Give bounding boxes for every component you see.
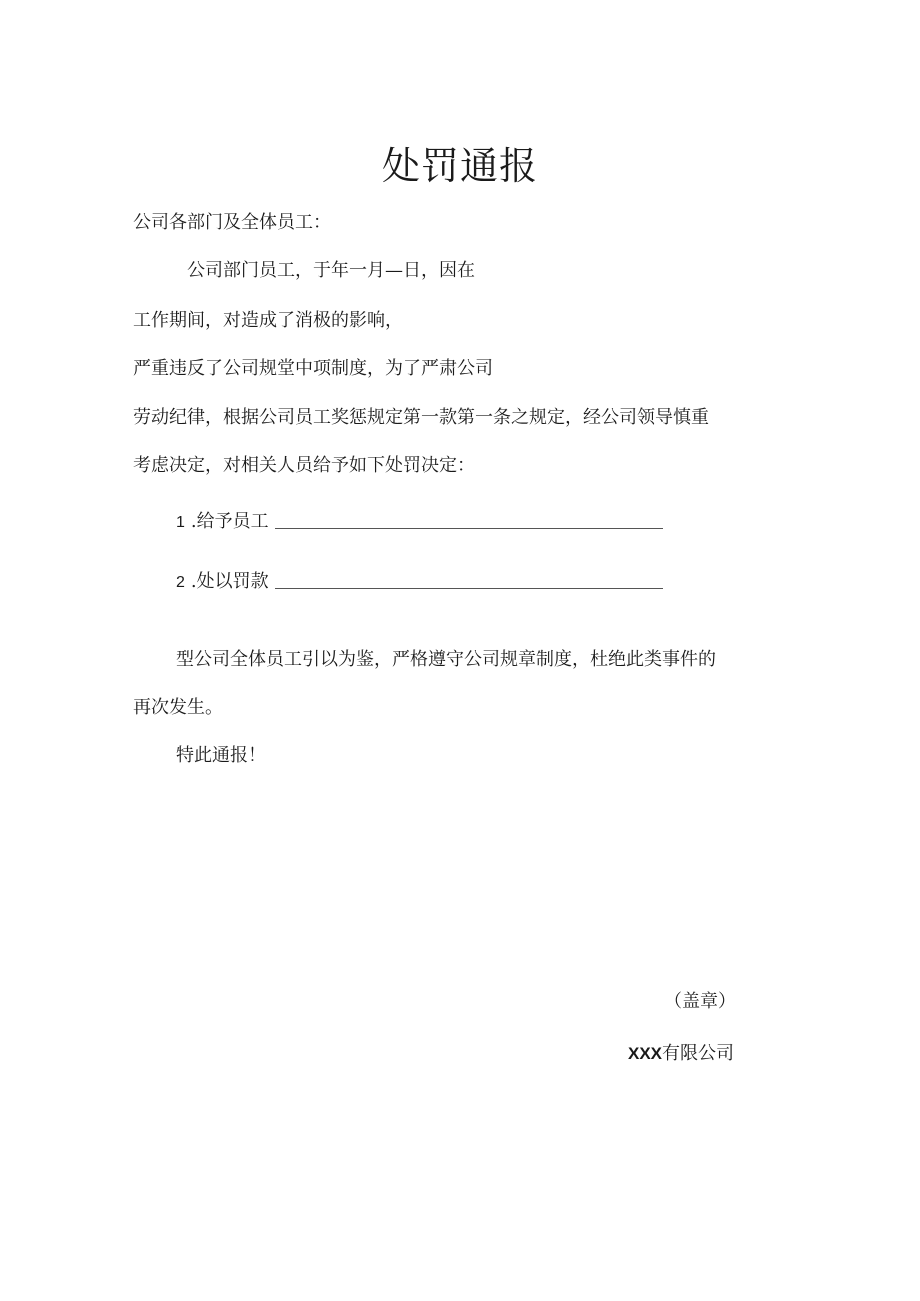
company-name-prefix: XXX [628,1044,663,1063]
body-line-1: 公司部门员工，于年一月—日，因在 [187,260,475,281]
seal-label: （盖章） [664,991,736,1012]
penalty-item-1-label: .给予员工 [190,511,269,532]
body-line-5: 考虑决定，对相关人员给予如下处罚决定： [133,455,475,476]
closing-line-1: 型公司全体员工引以为鉴，严格遵守公司规章制度，杜绝此类事件的 [176,649,716,670]
company-name [628,1041,734,1067]
penalty-item-2 [176,569,663,596]
final-notice: 特此通报！ [176,745,266,766]
penalty-item-1-number: 1 [176,514,185,531]
body-line-2: 工作期间，对造成了消极的影响， [133,310,403,331]
closing-line-2: 再次发生。 [133,697,223,718]
company-name-suffix: 有限公司 [662,1043,735,1064]
body-line-4: 劳动纪律，根据公司员工奖惩规定第一款第一条之规定，经公司领导慎重 [133,407,709,428]
document-title: 处罚通报 [381,144,538,188]
penalty-item-1-blank-line [275,510,663,529]
penalty-item-2-number: 2 [176,574,185,591]
penalty-item-1 [176,509,663,536]
salutation: 公司各部门及全体员工： [133,212,331,233]
body-line-3: 严重违反了公司规堂中项制度，为了严肃公司 [133,358,493,379]
penalty-item-2-label: .处以罚款 [190,571,269,592]
penalty-item-2-blank-line [275,570,663,589]
